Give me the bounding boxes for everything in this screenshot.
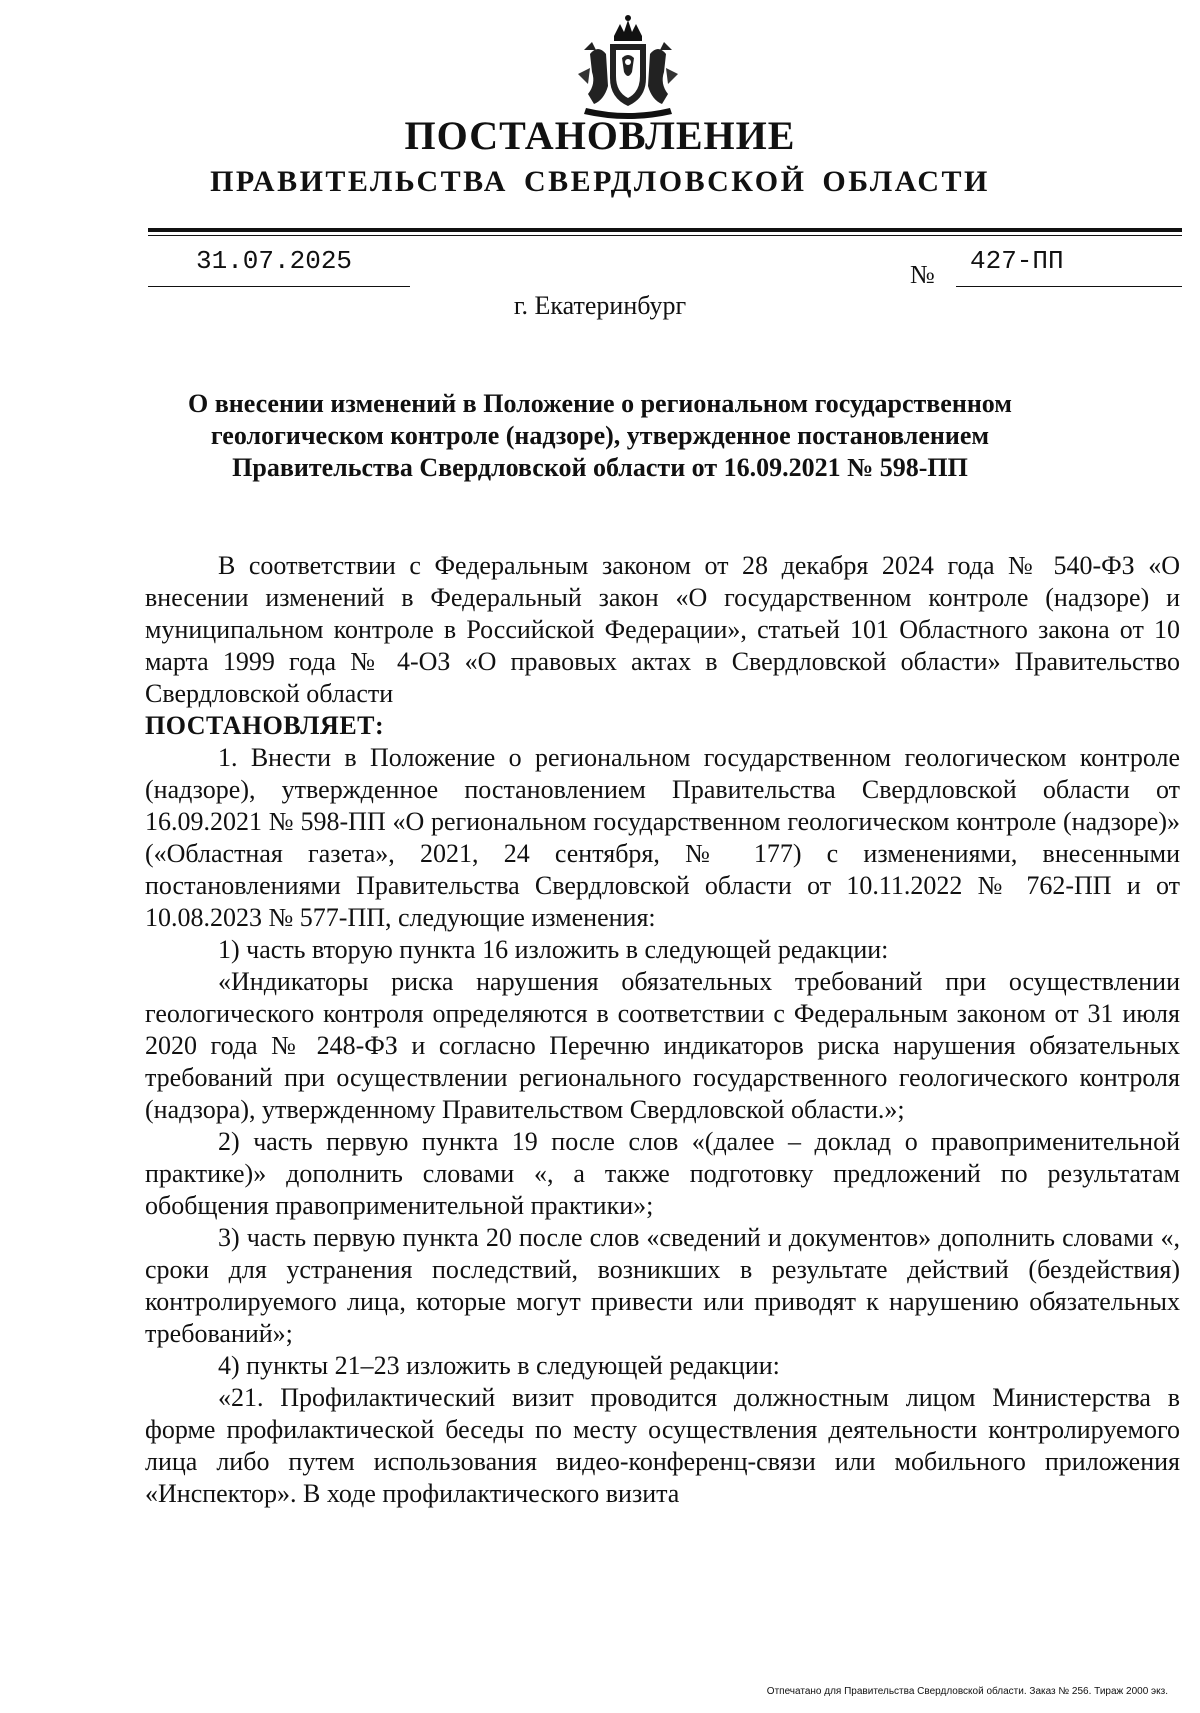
document-date: 31.07.2025	[196, 246, 353, 276]
decree-word: ПОСТАНОВЛЯЕТ:	[145, 711, 385, 740]
subitem-2-paragraph: 2) часть первую пункта 19 после слов «(далее – доклад о правоприменительной практике)» дополнить словами «, а также подготовку предложений по результатам обобщения правоприменительной практики»;	[145, 1127, 1180, 1220]
document-body	[145, 550, 1180, 1510]
subitem-4-text: «21. Профилактический визит проводится должностным лицом Министерства в форме профилактической беседы по месту осуществления деятельности контролируемого лица либо путем использования видео-конференц-связи или мобильного приложения «Инспектор». В ходе профилактического визита	[145, 1383, 1180, 1508]
preamble-paragraph: В соответствии с Федеральным законом от 28 декабря 2024 года № 540-ФЗ «О внесении изменений в Федеральный закон «О государственном контроле (надзоре) и муниципальном контроле в Российской Федерации», статьей 101 Областного закона от 10 марта 1999 года № 4-ОЗ «О правовых актах в Свердловской области» Правительство Свердловской области	[145, 551, 1180, 708]
date-underline	[148, 286, 410, 287]
number-sign: №	[910, 260, 935, 289]
subitem-1-text: «Индикаторы риска нарушения обязательных требований при осуществлении геологического контроля определяются в соответствии с Федеральным законом от 31 июля 2020 года № 248-ФЗ и согласно Перечню индикаторов риска нарушения обязательных требований при осуществлении регионального государственного геологического контроля (надзора), утвержденному Правительством Свердловской области.»;	[145, 967, 1180, 1124]
city-label: г. Екатеринбург	[513, 291, 687, 320]
print-footer: Отпечатано для Правительства Свердловской области. Заказ № 256. Тираж 2000 экз.	[766, 1686, 1168, 1697]
document-number: 427-ПП	[970, 246, 1064, 276]
document-heading: О внесении изменений в Положение о региональном государственном геологическом контроле (надзоре), утвержденное постановлением Правительства Свердловской области от 16.09.2021 № 598-ПП	[187, 389, 1013, 482]
header-divider-thin	[148, 235, 1182, 236]
number-underline	[956, 286, 1182, 287]
subitem-4-paragraph: 4) пункты 21–23 изложить в следующей редакции:	[218, 1351, 780, 1380]
header-divider	[148, 228, 1182, 232]
coat-of-arms-icon	[570, 14, 686, 122]
subitem-1-paragraph: 1) часть вторую пункта 16 изложить в следующей редакции:	[218, 935, 889, 964]
issuer-title: ПРАВИТЕЛЬСТВА СВЕРДЛОВСКОЙ ОБЛАСТИ	[210, 165, 990, 198]
item-1-paragraph: 1. Внести в Положение о региональном государственном геологическом контроле (надзоре), утвержденное постановлением Правительства Свердловской области от 16.09.2021 № 598-ПП «О региональном государственном геологическом контроле (надзоре)» («Областная газета», 2021, 24 сентября, № 177) с изменениями, внесенными постановлениями Правительства Свердловской области от 10.11.2022 № 762-ПП и от 10.08.2023 № 577-ПП, следующие изменения:	[145, 743, 1180, 932]
document-type-title: ПОСТАНОВЛЕНИЕ	[404, 113, 796, 158]
subitem-3-paragraph: 3) часть первую пункта 20 после слов «сведений и документов» дополнить словами «, сроки для устранения последствий, возникших в результате действий (бездействия) контролируемого лица, которые могут привести или приводят к нарушению обязательных требований»;	[145, 1223, 1180, 1348]
